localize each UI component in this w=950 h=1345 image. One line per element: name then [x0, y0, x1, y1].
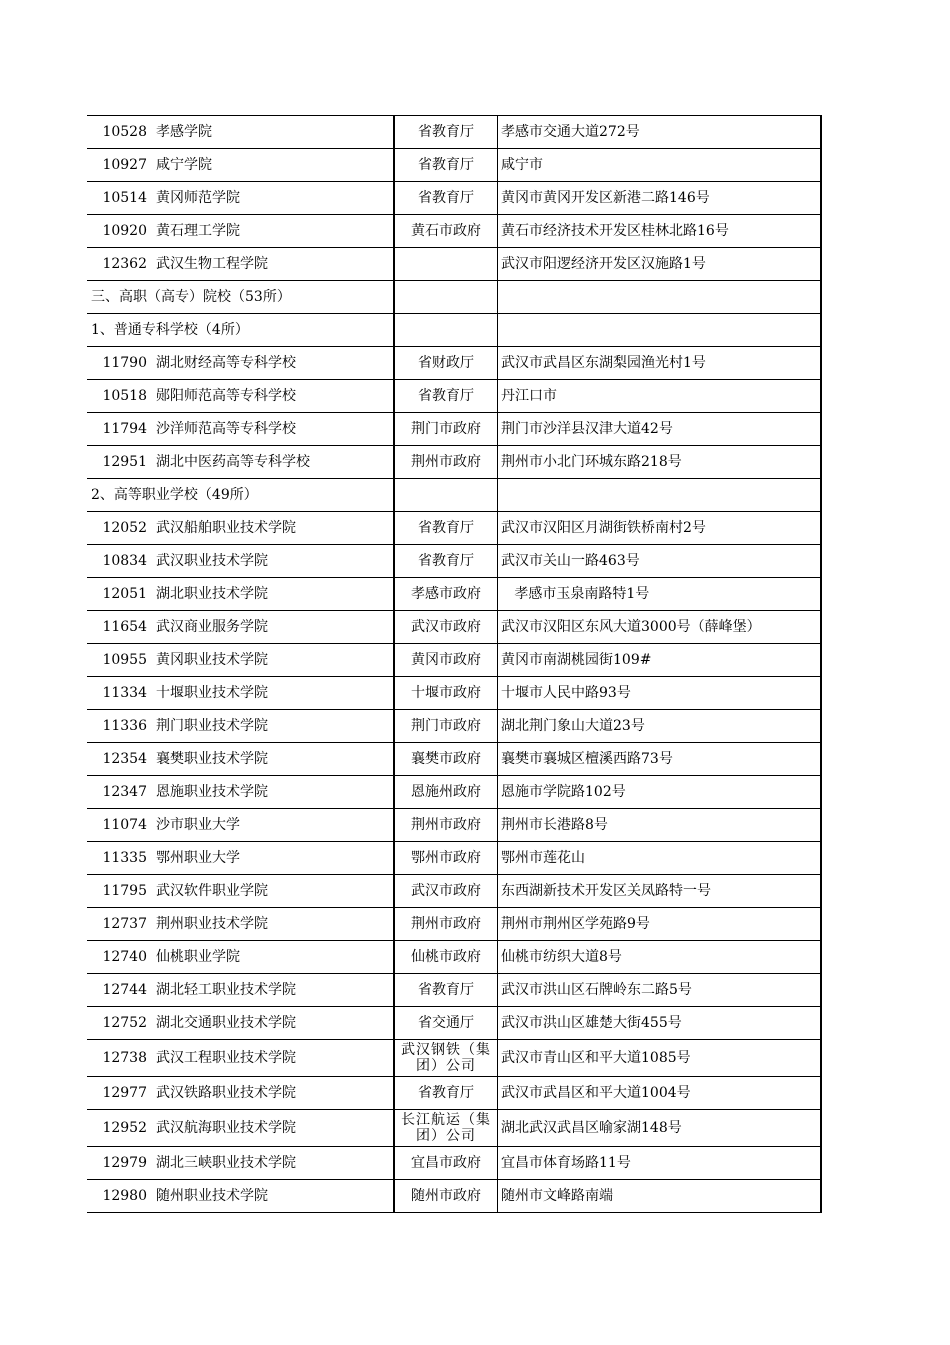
address-cell: 武汉市汉阳区月湖街铁桥南村2号: [498, 512, 822, 545]
authority-cell: 省教育厅: [394, 545, 498, 578]
school-name-cell: 黄石理工学院: [154, 215, 394, 248]
address-cell: 武汉市武昌区东湖梨园渔光村1号: [498, 347, 822, 380]
table-row: [87, 1110, 821, 1147]
section-label: 1、普通专科学校（4所）: [87, 314, 394, 347]
school-name-cell: 湖北三峡职业技术学院: [154, 1147, 394, 1180]
address-cell: 武汉市青山区和平大道1085号: [498, 1040, 822, 1077]
school-code-cell: 10834: [87, 545, 154, 578]
address-cell: 宜昌市体育场路11号: [498, 1147, 822, 1180]
authority-cell: 省教育厅: [394, 116, 498, 149]
school-name-cell: 湖北中医药高等专科学校: [154, 446, 394, 479]
school-name-cell: 黄冈师范学院: [154, 182, 394, 215]
school-code-cell: 12347: [87, 776, 154, 809]
table-row: [87, 116, 821, 149]
school-code-cell: 12977: [87, 1077, 154, 1110]
table-row: [87, 776, 821, 809]
table-row: [87, 182, 821, 215]
school-code-cell: 10920: [87, 215, 154, 248]
authority-cell: 武汉钢铁（集团）公司: [394, 1040, 498, 1077]
address-cell: 仙桃市纺织大道8号: [498, 941, 822, 974]
school-name-cell: 随州职业技术学院: [154, 1180, 394, 1213]
table-row: [87, 644, 821, 677]
table-row: [87, 809, 821, 842]
authority-cell: 孝感市政府: [394, 578, 498, 611]
section-row: [87, 281, 821, 314]
authority-cell: 恩施州政府: [394, 776, 498, 809]
authority-cell: 荆州市政府: [394, 446, 498, 479]
school-code-cell: 11336: [87, 710, 154, 743]
authority-cell: 省教育厅: [394, 974, 498, 1007]
school-code-cell: 10518: [87, 380, 154, 413]
authority-cell: 省教育厅: [394, 149, 498, 182]
authority-cell: 随州市政府: [394, 1180, 498, 1213]
table-row: [87, 941, 821, 974]
table-row: [87, 842, 821, 875]
empty-cell: [498, 479, 822, 512]
authority-cell: 荆门市政府: [394, 710, 498, 743]
school-name-cell: 武汉工程职业技术学院: [154, 1040, 394, 1077]
authority-cell: 荆门市政府: [394, 413, 498, 446]
school-name-cell: 湖北轻工职业技术学院: [154, 974, 394, 1007]
table-row: [87, 1147, 821, 1180]
table-row: [87, 1180, 821, 1213]
table-row: [87, 1007, 821, 1040]
table-row: [87, 908, 821, 941]
authority-cell: 荆州市政府: [394, 908, 498, 941]
school-code-cell: 11334: [87, 677, 154, 710]
school-name-cell: 十堰职业技术学院: [154, 677, 394, 710]
school-name-cell: 武汉软件职业学院: [154, 875, 394, 908]
table-row: [87, 875, 821, 908]
authority-cell: 省交通厅: [394, 1007, 498, 1040]
section-row: [87, 479, 821, 512]
authority-cell: 省财政厅: [394, 347, 498, 380]
authority-cell: 省教育厅: [394, 182, 498, 215]
table-row: [87, 347, 821, 380]
authority-cell: 十堰市政府: [394, 677, 498, 710]
school-name-cell: 武汉商业服务学院: [154, 611, 394, 644]
empty-cell: [394, 479, 498, 512]
school-code-cell: 12980: [87, 1180, 154, 1213]
school-code-cell: 12740: [87, 941, 154, 974]
school-name-cell: 武汉船舶职业技术学院: [154, 512, 394, 545]
school-code-cell: 12737: [87, 908, 154, 941]
empty-cell: [498, 314, 822, 347]
school-name-cell: 鄂州职业大学: [154, 842, 394, 875]
authority-cell: 黄冈市政府: [394, 644, 498, 677]
table-row: [87, 710, 821, 743]
address-cell: 武汉市汉阳区东风大道3000号（薛峰堡）: [498, 611, 822, 644]
authority-cell: 长江航运（集团）公司: [394, 1110, 498, 1147]
school-name-cell: 武汉铁路职业技术学院: [154, 1077, 394, 1110]
authority-cell: [394, 248, 498, 281]
table-row: [87, 677, 821, 710]
school-name-cell: 湖北交通职业技术学院: [154, 1007, 394, 1040]
school-name-cell: 武汉职业技术学院: [154, 545, 394, 578]
address-cell: 湖北武汉武昌区喻家湖148号: [498, 1110, 822, 1147]
school-code-cell: 12051: [87, 578, 154, 611]
table-row: [87, 578, 821, 611]
authority-cell: 武汉市政府: [394, 611, 498, 644]
table-row: [87, 974, 821, 1007]
table-row: [87, 413, 821, 446]
empty-cell: [394, 314, 498, 347]
table-row: [87, 1040, 821, 1077]
school-code-cell: 12354: [87, 743, 154, 776]
school-name-cell: 沙市职业大学: [154, 809, 394, 842]
school-name-cell: 荆门职业技术学院: [154, 710, 394, 743]
table-row: [87, 512, 821, 545]
school-code-cell: 12052: [87, 512, 154, 545]
school-code-cell: 10955: [87, 644, 154, 677]
school-name-cell: 黄冈职业技术学院: [154, 644, 394, 677]
school-name-cell: 湖北职业技术学院: [154, 578, 394, 611]
authority-cell: 荆州市政府: [394, 809, 498, 842]
school-name-cell: 仙桃职业学院: [154, 941, 394, 974]
school-code-cell: 10528: [87, 116, 154, 149]
authority-cell: 宜昌市政府: [394, 1147, 498, 1180]
school-code-cell: 12744: [87, 974, 154, 1007]
school-code-cell: 11794: [87, 413, 154, 446]
table-row: [87, 446, 821, 479]
authority-cell: 黄石市政府: [394, 215, 498, 248]
school-name-cell: 孝感学院: [154, 116, 394, 149]
school-code-cell: 11795: [87, 875, 154, 908]
address-cell: 十堰市人民中路93号: [498, 677, 822, 710]
address-cell: 东西湖新技术开发区关凤路特一号: [498, 875, 822, 908]
table-row: [87, 545, 821, 578]
address-cell: 武汉市武昌区和平大道1004号: [498, 1077, 822, 1110]
school-code-cell: 11790: [87, 347, 154, 380]
address-cell: 随州市文峰路南端: [498, 1180, 822, 1213]
school-code-cell: 12951: [87, 446, 154, 479]
address-cell: 武汉市阳逻经济开发区汉施路1号: [498, 248, 822, 281]
authority-cell: 省教育厅: [394, 380, 498, 413]
school-name-cell: 咸宁学院: [154, 149, 394, 182]
address-cell: 荆州市长港路8号: [498, 809, 822, 842]
school-code-cell: 12979: [87, 1147, 154, 1180]
empty-cell: [394, 281, 498, 314]
school-name-cell: 恩施职业技术学院: [154, 776, 394, 809]
college-table-body: [87, 116, 821, 1213]
address-cell: 湖北荆门象山大道23号: [498, 710, 822, 743]
school-code-cell: 11074: [87, 809, 154, 842]
school-code-cell: 11335: [87, 842, 154, 875]
table-row: [87, 215, 821, 248]
address-cell: 鄂州市莲花山: [498, 842, 822, 875]
address-cell: 孝感市玉泉南路特1号: [498, 578, 822, 611]
address-cell: 武汉市洪山区石牌岭东二路5号: [498, 974, 822, 1007]
school-code-cell: 11654: [87, 611, 154, 644]
table-row: [87, 1077, 821, 1110]
authority-cell: 省教育厅: [394, 512, 498, 545]
address-cell: 咸宁市: [498, 149, 822, 182]
school-code-cell: 12952: [87, 1110, 154, 1147]
table-row: [87, 149, 821, 182]
authority-cell: 襄樊市政府: [394, 743, 498, 776]
school-name-cell: 襄樊职业技术学院: [154, 743, 394, 776]
address-cell: 黄冈市南湖桃园街109#: [498, 644, 822, 677]
school-code-cell: 12738: [87, 1040, 154, 1077]
table-row: [87, 743, 821, 776]
section-label: 2、高等职业学校（49所）: [87, 479, 394, 512]
section-row: [87, 314, 821, 347]
school-name-cell: 湖北财经高等专科学校: [154, 347, 394, 380]
empty-cell: [498, 281, 822, 314]
school-name-cell: 郧阳师范高等专科学校: [154, 380, 394, 413]
school-name-cell: 荆州职业技术学院: [154, 908, 394, 941]
school-code-cell: 10927: [87, 149, 154, 182]
address-cell: 荆州市荆州区学苑路9号: [498, 908, 822, 941]
address-cell: 黄冈市黄冈开发区新港二路146号: [498, 182, 822, 215]
authority-cell: 仙桃市政府: [394, 941, 498, 974]
table-row: [87, 248, 821, 281]
school-name-cell: 武汉航海职业技术学院: [154, 1110, 394, 1147]
school-code-cell: 12752: [87, 1007, 154, 1040]
address-cell: 荆州市小北门环城东路218号: [498, 446, 822, 479]
school-code-cell: 12362: [87, 248, 154, 281]
address-cell: 武汉市洪山区雄楚大街455号: [498, 1007, 822, 1040]
school-name-cell: 沙洋师范高等专科学校: [154, 413, 394, 446]
address-cell: 丹江口市: [498, 380, 822, 413]
authority-cell: 省教育厅: [394, 1077, 498, 1110]
school-name-cell: 武汉生物工程学院: [154, 248, 394, 281]
address-cell: 襄樊市襄城区檀溪西路73号: [498, 743, 822, 776]
address-cell: 孝感市交通大道272号: [498, 116, 822, 149]
authority-cell: 武汉市政府: [394, 875, 498, 908]
college-table: [87, 115, 822, 1213]
school-code-cell: 10514: [87, 182, 154, 215]
table-row: [87, 611, 821, 644]
table-row: [87, 380, 821, 413]
address-cell: 武汉市关山一路463号: [498, 545, 822, 578]
address-cell: 荆门市沙洋县汉津大道42号: [498, 413, 822, 446]
address-cell: 黄石市经济技术开发区桂林北路16号: [498, 215, 822, 248]
address-cell: 恩施市学院路102号: [498, 776, 822, 809]
authority-cell: 鄂州市政府: [394, 842, 498, 875]
section-label: 三、高职（高专）院校（53所）: [87, 281, 394, 314]
